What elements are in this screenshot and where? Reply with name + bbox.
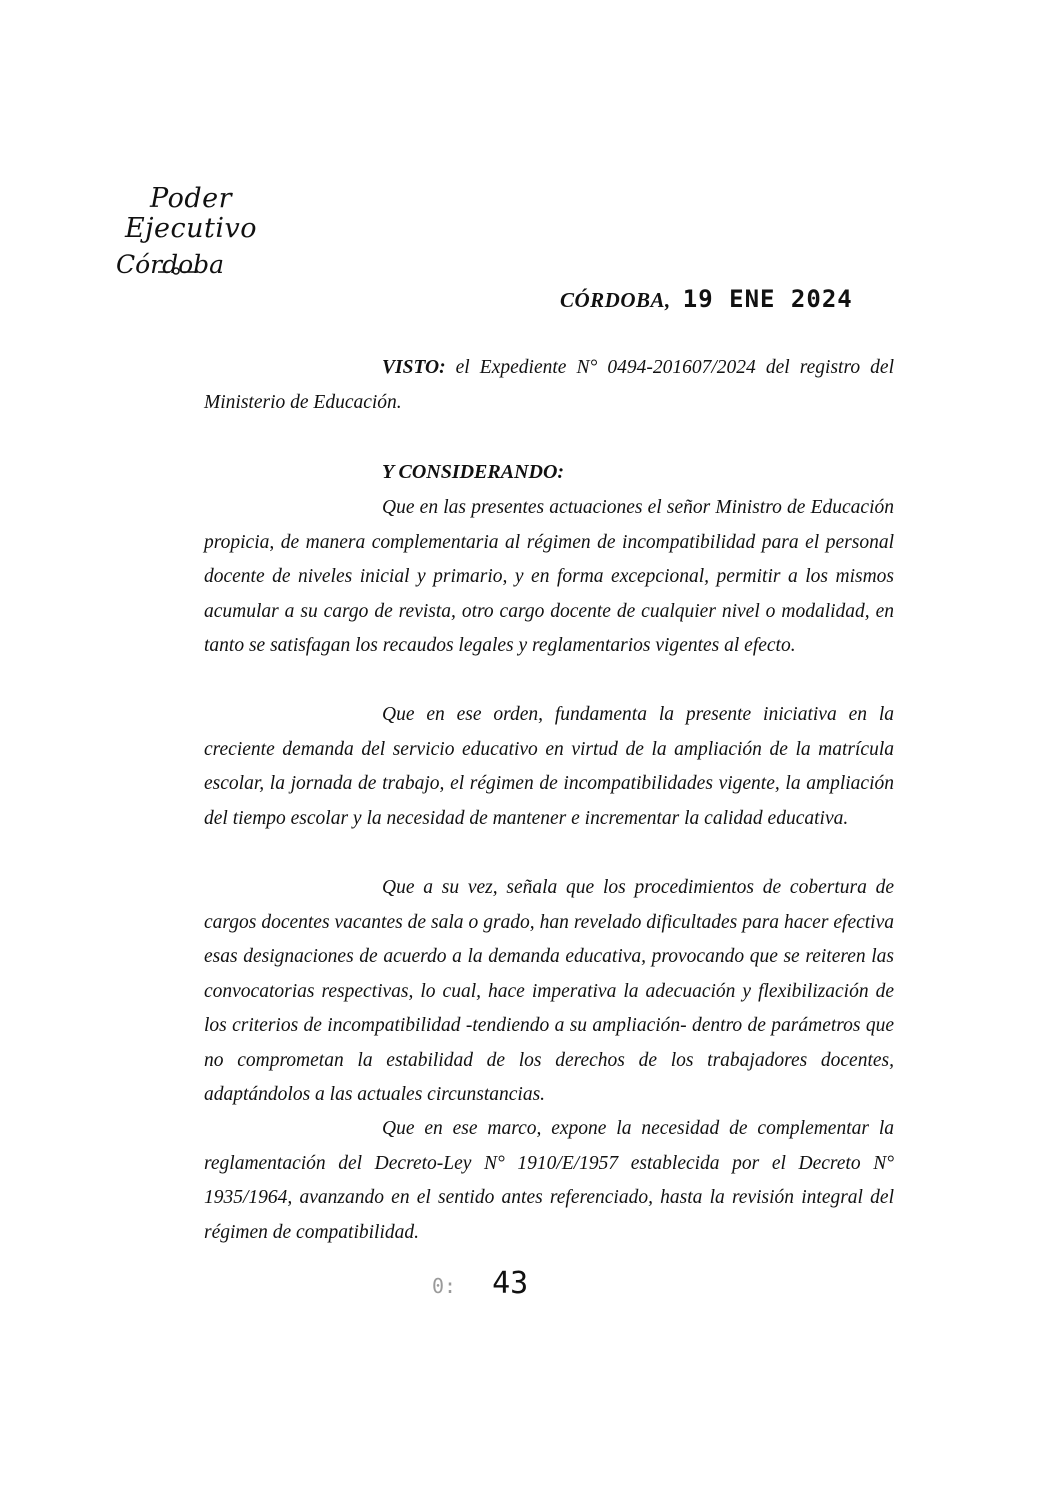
dateline-city: CÓRDOBA, [560,288,671,312]
date-stamp: 19 ENE 2024 [682,285,853,313]
dateline [560,285,853,313]
letterhead-line2: Córdoba [115,250,225,279]
considerando-paragraph-1: Que en las presentes actuaciones el señor Ministro de Educación propicia, de manera complementaria al régimen de incompatibilidad para el personal docente de niveles inicial y primario, y en forma excepcional, permitir a los mismos acumular a su cargo de revista, otro cargo docente de cualquier nivel o modalidad, en tanto se satisfagan los recaudos legales y reglamentarios vigentes al efecto. [204,497,894,656]
ornament-icon [156,264,200,278]
page-number [432,1266,528,1301]
considerando-paragraph-4: Que en ese marco, expone la necesidad de complementar la reglamentación del Decreto-Ley N° 1910/E/1957 establecida por el Decreto N° 1935/1964, avanzando en el sentido antes referenciado, hasta la revisión integral del régimen de compatibilidad. [204,1118,894,1243]
faint-stamp-mark: 0: [432,1274,457,1298]
considerando-paragraph-3: Que a su vez, señala que los procedimientos de cobertura de cargos docentes vacantes de sala o grado, han revelado dificultades para hacer efectiva esas designaciones de acuerdo a la demanda educativa, provocando que se reiteren las convocatorias respectivas, lo cual, hace imperativa la adecuación y flexibilización de los criterios de incompatibilidad -tendiendo a su ampliación- dentro de parámetros que no comprometan la estabilidad de los derechos de los trabajadores docentes, adaptándolos a las actuales circunstancias. [204,877,894,1105]
visto-label: VISTO: [382,357,446,378]
visto-text: el Expediente N° 0494-201607/2024 del registro del Ministerio de Educación. [204,357,894,413]
letterhead-line1: Poder Ejecutivo [124,183,258,244]
considerando-heading: Y CONSIDERANDO: [382,461,565,483]
visto-paragraph [204,351,894,420]
page-number-value: 43 [492,1266,529,1301]
considerando-paragraph-2: Que en ese orden, fundamenta la presente iniciativa en la creciente demanda del servicio educativo en virtud de la ampliación de la matrícula escolar, la jornada de trabajo, el régimen de incompatibilidades vigente, la ampliación del tiempo escolar y la necesidad de mantener e incrementar la calidad educativa. [204,704,894,829]
